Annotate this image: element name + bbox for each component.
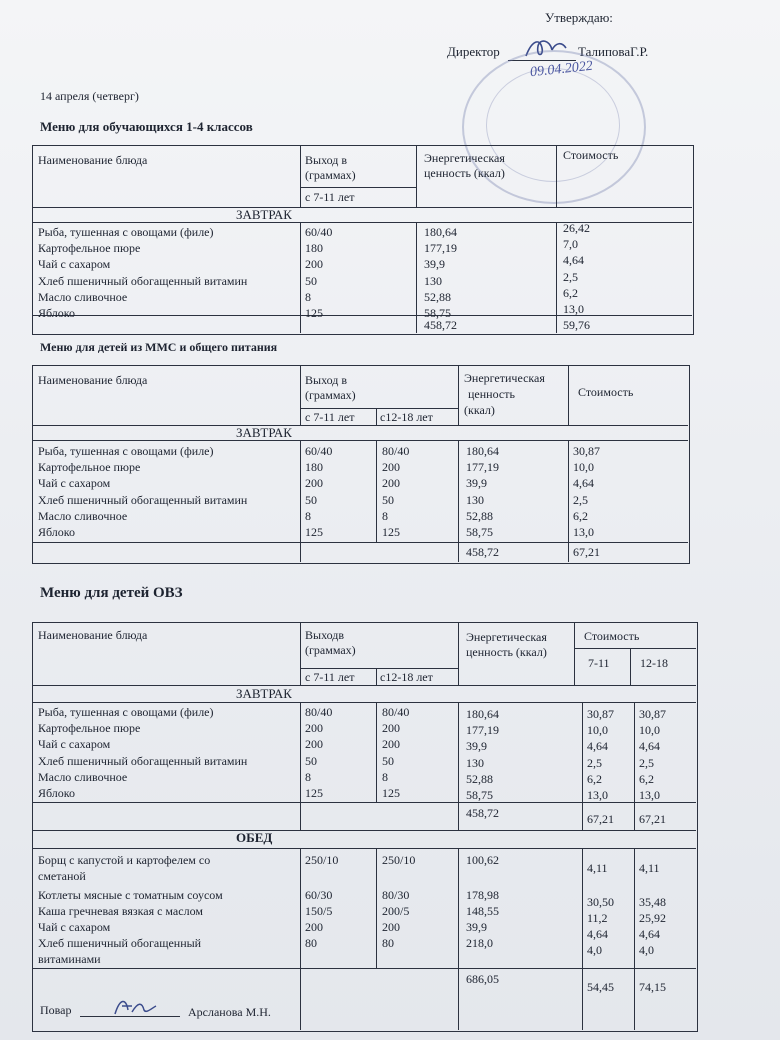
approve-label: Утверждаю: xyxy=(545,10,613,25)
list-item: Картофельное пюре xyxy=(38,721,141,736)
cook-label: Повар xyxy=(40,1003,72,1017)
list-item: Чай с сахаром xyxy=(38,476,111,491)
s1-cost: 26,42 7,0 4,64 2,5 6,2 13,0 xyxy=(563,221,590,316)
lunch-bread-2: витаминами xyxy=(38,952,101,966)
s1-header-output-unit: (граммах) xyxy=(305,168,356,182)
lunch-total-energy: 686,05 xyxy=(466,972,499,986)
list-item: Масло сливочное xyxy=(38,508,128,523)
list-item: Чай с сахаром xyxy=(38,257,111,272)
lunch-out2-borsch: 250/10 xyxy=(382,853,416,867)
list-item: Хлеб пшеничный обогащенный витамин xyxy=(38,273,248,288)
lunch-out2-bread: 80 xyxy=(382,936,394,950)
s2-meal-breakfast: ЗАВТРАК xyxy=(236,425,292,440)
s2-header-energy: Энергетическая xyxy=(464,371,545,385)
s2-outputs-1: 60/40 180 200 50 8 125 xyxy=(305,444,333,539)
s2-header-energy-unit: (ккал) xyxy=(464,403,495,417)
s1-energy: 180,64 177,19 39,9 130 52,88 58,75 xyxy=(424,225,457,320)
s1-total-energy: 458,72 xyxy=(424,318,457,332)
s3-meal-breakfast: ЗАВТРАК xyxy=(236,686,292,701)
lunch-borsch: Борщ с капустой и картофелем со xyxy=(38,853,211,867)
s3-total-cost-1: 67,21 xyxy=(587,812,614,826)
s3-header-cost: Стоимость xyxy=(584,629,640,643)
s1-outputs: 60/40 180 200 50 8 125 xyxy=(305,225,333,320)
s1-meal-breakfast: ЗАВТРАК xyxy=(236,207,292,222)
list-item: Яблоко xyxy=(38,785,76,800)
s2-header-output-unit: (граммах) xyxy=(305,388,356,402)
s3-outputs-2: 80/40 200 200 50 8 125 xyxy=(382,705,410,800)
list-item: Хлеб пшеничный обогащенный витамин xyxy=(38,753,248,768)
lunch-energy-borsch: 100,62 xyxy=(466,853,499,867)
s3-header-energy: Энергетическая xyxy=(466,630,547,644)
s2-age-1: с 7-11 лет xyxy=(305,410,355,424)
s3-header-output-unit: (граммах) xyxy=(305,643,356,657)
lunch-cost1-cutlet: 30,50 xyxy=(587,895,614,909)
list-item: Хлеб пшеничный обогащенный витамин xyxy=(38,492,248,507)
s2-total-energy: 458,72 xyxy=(466,545,499,559)
s2-header-output: Выход в xyxy=(305,373,348,387)
s3-meal-lunch: ОБЕД xyxy=(236,830,273,845)
cook-name: Арсланова М.Н. xyxy=(188,1005,271,1019)
s3-cost-2: 30,87 10,0 4,64 2,5 6,2 13,0 xyxy=(639,707,666,802)
s2-outputs-2: 80/40 200 200 50 8 125 xyxy=(382,444,410,539)
list-item: Картофельное пюре xyxy=(38,241,141,256)
lunch-tea: Чай с сахаром xyxy=(38,920,111,934)
s2-total-cost: 67,21 xyxy=(573,545,600,559)
list-item: Рыба, тушенная с овощами (филе) xyxy=(38,705,214,719)
director-name: ТалиповаГ.Р. xyxy=(578,44,649,59)
s2-age-2: с12-18 лет xyxy=(380,410,433,424)
list-item: Чай с сахаром xyxy=(38,737,111,752)
lunch-energy-bread: 218,0 xyxy=(466,936,493,950)
lunch-cost1-tea: 4,64 xyxy=(587,927,608,941)
stamp-date: 09.04.2022 xyxy=(529,58,594,81)
s1-header-energy-unit: ценность (ккал) xyxy=(424,166,505,180)
lunch-borsch-2: сметаной xyxy=(38,869,86,883)
s1-header-cost: Стоимость xyxy=(563,148,619,162)
section3-table xyxy=(32,622,698,1032)
lunch-energy-tea: 39,9 xyxy=(466,920,487,934)
s3-age-1: с 7-11 лет xyxy=(305,670,355,684)
s1-dish-names xyxy=(38,224,247,321)
s1-total-cost: 59,76 xyxy=(563,318,590,332)
section1-title: Меню для обучающихся 1-4 классов xyxy=(40,119,253,134)
lunch-cost1-borsch: 4,11 xyxy=(587,861,608,875)
lunch-cost2-cutlet: 35,48 xyxy=(639,895,666,909)
section3-title: Меню для детей ОВЗ xyxy=(40,585,183,601)
s3-total-energy: 458,72 xyxy=(466,806,499,820)
director-label: Директор xyxy=(447,44,500,59)
s3-cost-age-1: 7-11 xyxy=(588,656,610,670)
lunch-cost2-borsch: 4,11 xyxy=(639,861,660,875)
lunch-out1-kasha: 150/5 xyxy=(305,904,333,918)
s2-header-name: Наименование блюда xyxy=(38,373,148,387)
list-item: Картофельное пюре xyxy=(38,460,141,475)
s3-cost-age-2: 12-18 xyxy=(640,656,668,670)
lunch-kasha: Каша гречневая вязкая с маслом xyxy=(38,904,203,918)
s3-energy: 180,64 177,19 39,9 130 52,88 58,75 xyxy=(466,707,499,802)
list-item: Яблоко xyxy=(38,305,76,320)
s3-total-cost-2: 67,21 xyxy=(639,812,666,826)
section2-title: Меню для детей из ММС и общего питания xyxy=(40,340,278,354)
lunch-cost2-kasha: 25,92 xyxy=(639,911,666,925)
s1-header-name: Наименование блюда xyxy=(38,153,148,167)
lunch-cost2-tea: 4,64 xyxy=(639,927,660,941)
cook-signature xyxy=(112,994,158,1018)
lunch-energy-kasha: 148,55 xyxy=(466,904,499,918)
s1-header-energy: Энергетическая xyxy=(424,151,505,165)
lunch-out1-bread: 80 xyxy=(305,936,317,950)
lunch-out1-tea: 200 xyxy=(305,920,323,934)
s3-dish-names xyxy=(38,704,247,801)
list-item: Рыба, тушенная с овощами (филе) xyxy=(38,225,214,239)
lunch-out1-borsch: 250/10 xyxy=(305,853,339,867)
lunch-total-cost-1: 54,45 xyxy=(587,980,614,994)
list-item: Яблоко xyxy=(38,524,76,539)
lunch-cost1-bread: 4,0 xyxy=(587,943,602,957)
list-item: Масло сливочное xyxy=(38,289,128,304)
list-item: Масло сливочное xyxy=(38,769,128,784)
list-item: Рыба, тушенная с овощами (филе) xyxy=(38,444,214,458)
lunch-cost2-bread: 4,0 xyxy=(639,943,654,957)
s2-cost: 30,87 10,0 4,64 2,5 6,2 13,0 xyxy=(573,444,600,539)
s3-outputs-1: 80/40 200 200 50 8 125 xyxy=(305,705,333,800)
menu-date: 14 апреля (четверг) xyxy=(40,89,139,103)
lunch-total-cost-2: 74,15 xyxy=(639,980,666,994)
s1-age: с 7-11 лет xyxy=(305,190,355,204)
s3-header-energy-unit: ценность (ккал) xyxy=(466,645,547,659)
s3-header-output: Выходв xyxy=(305,628,345,642)
s1-header-output: Выход в xyxy=(305,153,348,167)
lunch-bread: Хлеб пшеничный обогащенный xyxy=(38,936,202,950)
lunch-cost1-kasha: 11,2 xyxy=(587,911,608,925)
lunch-out2-tea: 200 xyxy=(382,920,400,934)
s3-header-name: Наименование блюда xyxy=(38,628,148,642)
lunch-cutlet: Котлеты мясные с томатным соусом xyxy=(38,888,223,902)
s3-cost-1: 30,87 10,0 4,64 2,5 6,2 13,0 xyxy=(587,707,614,802)
s2-header-cost: Стоимость xyxy=(578,385,634,399)
lunch-energy-cutlet: 178,98 xyxy=(466,888,499,902)
s2-dish-names xyxy=(38,443,247,540)
s3-age-2: с12-18 лет xyxy=(380,670,433,684)
lunch-out2-cutlet: 80/30 xyxy=(382,888,410,902)
s2-energy: 180,64 177,19 39,9 130 52,88 58,75 xyxy=(466,444,499,539)
lunch-out2-kasha: 200/5 xyxy=(382,904,410,918)
lunch-out1-cutlet: 60/30 xyxy=(305,888,333,902)
s2-header-energy-2: ценность xyxy=(468,387,515,401)
